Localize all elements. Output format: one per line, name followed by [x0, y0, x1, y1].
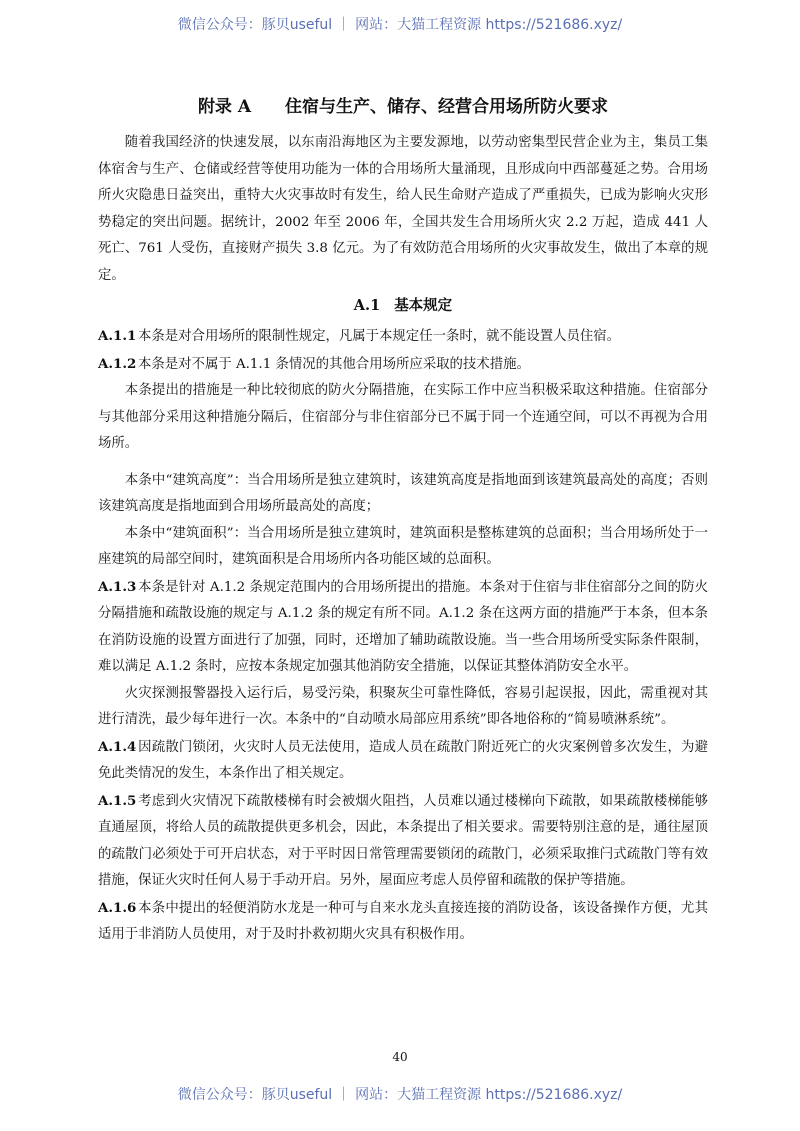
watermark-banner-bottom: 微信公众号：豚贝useful ｜ 网站：大猫工程资源 https://521686.xyz/ — [177, 1087, 623, 1103]
appendix-title — [98, 92, 708, 122]
clause-a113 — [98, 574, 708, 681]
clause-a116 — [98, 895, 708, 949]
page-number: 40 — [392, 1050, 408, 1064]
appendix-label: 附录 A — [197, 97, 252, 117]
section-number: A.1 — [353, 297, 381, 314]
clause-text: 本条是对不属于 A.1.1 条情况的其他合用场所应采取的技术措施。 — [138, 356, 530, 372]
clause-number: A.1.5 — [98, 792, 137, 809]
clause-text: 本条是对合用场所的限制性规定，凡属于本规定任一条时，就不能设置人员住宿。 — [138, 329, 621, 344]
clause-number: A.1.6 — [98, 899, 137, 916]
clause-text: 本条是针对 A.1.2 条规定范围内的合用场所提出的措施。本条对于住宿与非住宿部分之间的防火分隔措施和疏散设施的规定与 A.1.2 条的规定有所不同。A.1.2 条在这两方面的措施严于本条，但本条在消防设施的设置方面进行了加强，同时，还增加了辅助疏散设施。当一些合用场所受实际条件限制，难以满足 A.1.2 条时，应按本条规定加强其他消防安全措施，以保证其整体消防安全水平。 — [98, 579, 708, 674]
watermark-banner-top: 微信公众号：豚贝useful ｜ 网站：大猫工程资源 https://521686.xyz/ — [177, 17, 623, 33]
clause-number: A.1.1 — [98, 328, 137, 344]
clause-a112-paragraph-3: 本条中“建筑面积”：当合用场所是独立建筑时，建筑面积是整栋建筑的总面积；当合用场所处于一座建筑的局部空间时，建筑面积是合用场所内各功能区域的总面积。 — [98, 525, 708, 567]
section-title: 基本规定 — [394, 297, 453, 314]
appendix-title-text: 住宿与生产、储存、经营合用场所防火要求 — [285, 97, 609, 117]
intro-paragraph: 随着我国经济的快速发展，以东南沿海地区为主要发源地，以劳动密集型民营企业为主，集员工集体宿舍与生产、仓储或经营等使用功能为一体的合用场所大量涌现，且形成向中西部蔓延之势。合用场所火灾隐患日益突出，重特大火灾事故时有发生，给人民生命财产造成了严重损失，已成为影响火灾形势稳定的突出问题。据统计，2002 年至 2006 年，全国共发生合用场所火灾 2.2 万起，造成 441 人死亡、761 人受伤，直接财产损失 3.8 亿元。为了有效防范合用场所的火灾事故发生，做出了本章的规定。 — [98, 135, 708, 283]
clause-a114 — [98, 734, 708, 788]
clause-a112-paragraph-2: 本条中“建筑高度”：当合用场所是独立建筑时，该建筑高度是指地面到该建筑最高处的高度；否则该建筑高度是指地面到合用场所最高处的高度； — [98, 472, 708, 514]
clause-a113-paragraph-1: 火灾探测报警器投入运行后，易受污染，积聚灰尘可靠性降低，容易引起误报，因此，需重视对其进行清洗，最少每年进行一次。本条中的“自动喷水局部应用系统”即各地俗称的“简易喷淋系统”。 — [98, 685, 708, 727]
clause-number: A.1.3 — [98, 578, 137, 595]
clause-number: A.1.4 — [98, 738, 137, 755]
clause-text: 考虑到火灾情况下疏散楼梯有时会被烟火阻挡，人员难以通过楼梯向下疏散，如果疏散楼梯能够直通屋顶，将给人员的疏散提供更多机会，因此，本条提出了相关要求。需要特别注意的是，通往屋顶的疏散门必须处于可开启状态，对于平时因日常管理需要锁闭的疏散门，必须采取推闩式疏散门等有效措施，保证火灾时任何人易于手动开启。另外，屋面应考虑人员停留和疏散的保护等措施。 — [98, 793, 708, 888]
clause-text: 本条中提出的轻便消防水龙是一种可与自来水龙头直接连接的消防设备，该设备操作方便，尤其适用于非消防人员使用，对于及时扑救初期火灾具有积极作用。 — [98, 900, 708, 942]
document-body — [98, 92, 708, 949]
section-heading — [98, 291, 708, 321]
clause-a112-paragraph-1: 本条提出的措施是一种比较彻底的防火分隔措施，在实际工作中应当积极采取这种措施。住宿部分与其他部分采用这种措施分隔后，住宿部分与非住宿部分已不属于同一个连通空间，可以不再视为合用场所。 — [98, 383, 708, 451]
clause-number: A.1.2 — [98, 355, 137, 372]
clause-a112 — [98, 351, 708, 379]
clause-a111 — [98, 323, 708, 351]
clause-text: 因疏散门锁闭，火灾时人员无法使用，造成人员在疏散门附近死亡的火灾案例曾多次发生，为避免此类情况的发生，本条作出了相关规定。 — [98, 739, 708, 781]
clause-a115 — [98, 788, 708, 895]
